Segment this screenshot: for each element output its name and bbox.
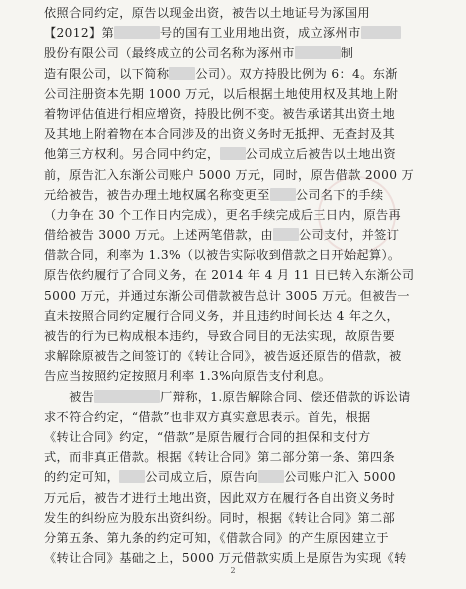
text-segment: 着物评估值进行相应增资，持股比例不变。被告承诺其出资土地 [44,106,396,121]
redaction-block [114,26,160,39]
text-line [44,346,440,366]
text-segment: 《转让合同》基础之上，5000 万元借款实质上是原告为实现《转 [44,551,407,566]
text-segment: 厂辩称，1.原告解除合同、偿还借款的诉讼请 [160,389,411,404]
redaction-block [295,46,341,59]
text-segment: 《转让合同》约定，“借款”是原告履行合同的担保和支付方 [44,429,371,444]
text-line [44,64,440,84]
text-line [44,286,440,306]
text-segment: 公司账户汇入 5000 [284,470,396,485]
text-segment: 5000 万元，并通过东渐公司借款被告总计 3005 万元。但被告一 [44,288,410,303]
text-line [44,84,440,104]
text-line [44,124,440,144]
text-segment: 公司支付，并签订 [298,228,400,243]
text-line [44,407,440,427]
text-line [44,306,440,326]
text-segment: 发生的纠纷应为股东出资纠纷。同时，根据《转让合同》第二部 [44,510,396,525]
text-line [44,528,440,548]
redaction-block [273,228,299,241]
text-segment: 被告的行为已构成根本违约，导致合同目的无法实现，故原告要 [44,329,396,343]
redaction-block [220,147,246,160]
text-line [44,245,440,265]
text-segment: 式，而非真正借款。根据《转让合同》第二部分第一条、第四条 [44,450,396,465]
redaction-block [169,67,195,80]
text-line [44,144,440,164]
text-segment: 借给被告 3000 万元。上述两笔借款，由 [44,228,273,243]
text-line [44,508,440,528]
text-line [44,326,440,346]
redaction-block [119,470,145,483]
redaction-block [361,26,401,39]
text-segment: 公司成立后被告以土地出资 [245,147,396,162]
redaction-block [270,188,296,201]
page-number: 2 [230,566,236,575]
text-segment: 的约定可知， [44,470,120,485]
redaction-block [258,470,284,483]
text-line [44,427,440,447]
text-segment: 他第三方权利。另合同中约定， [44,147,220,162]
text-segment: 告应当按照约定按照月利率 1.3%向原告支付利息。 [44,369,332,384]
redaction-block [94,390,160,403]
text-line [44,3,440,23]
text-line [44,387,440,407]
text-line [44,165,440,185]
text-segment: 公司名下的手续 [295,187,384,202]
text-segment: 公司注册资本先期 1000 万元，以后根据土地使用权及其地上附 [44,86,399,101]
text-segment: 依照合同约定，原告以现金出资，被告以土地证号为涿国用 [44,6,370,20]
text-line [44,366,440,386]
text-segment: 求解除原被告之间签订的《转让合同》，被告返还原告的借款，被 [44,349,402,364]
text-segment: 【2012】第 [44,26,115,41]
text-segment: 造有限公司，以下简称 [44,66,170,81]
text-segment: 万元后，被告才进行土地出资，因此双方在履行各自出资义务时 [44,490,396,505]
text-line [44,488,440,508]
text-segment: 原告依约履行了合同义务，在 2014 年 4 月 11 日已转入东渐公司 [44,268,415,283]
text-segment: 及其地上附着物在本合同涉及的出资义务时无抵押、无查封及其 [44,127,396,142]
text-segment: 股份有限公司（最终成立的公司名称为涿州市 [44,46,295,61]
text-line [44,447,440,467]
text-line [44,43,440,63]
text-segment: 直未按照合同约定履行合同义务，并且违约时间长达 4 年之久， [44,308,400,323]
text-line [44,265,440,285]
text-segment: 制 [340,46,354,61]
text-segment: 号的国有工业用地出资，成立涿州市 [160,26,361,41]
text-segment: 分第五条、第九条的约定可知，《借款合同》的产生原因建立于 [44,530,389,545]
document-body [44,3,440,568]
text-segment: 公司成立后，原告向 [145,470,259,485]
text-segment: 元给被告，被告办理土地权属名称变更至 [44,187,270,202]
text-segment: （力争在 30 个工作日内完成），更名手续完成后三日内，原告再 [44,207,402,222]
text-line [44,104,440,124]
text-segment: 被告 [44,389,95,404]
text-segment: 前，原告汇入东渐公司账户 5000 万元，同时，原告借款 2000 万 [44,167,415,182]
text-segment: 借款合同，利率为 1.3%（以被告实际收到借款之日开始起算）。 [44,248,401,263]
text-segment: 公司）。双方持股比例为 6：4。东渐 [195,66,398,81]
text-segment: 求不符合约定，“借款”也非双方真实意思表示。首先，根据 [44,409,371,424]
text-line [44,467,440,487]
text-line [44,23,440,43]
